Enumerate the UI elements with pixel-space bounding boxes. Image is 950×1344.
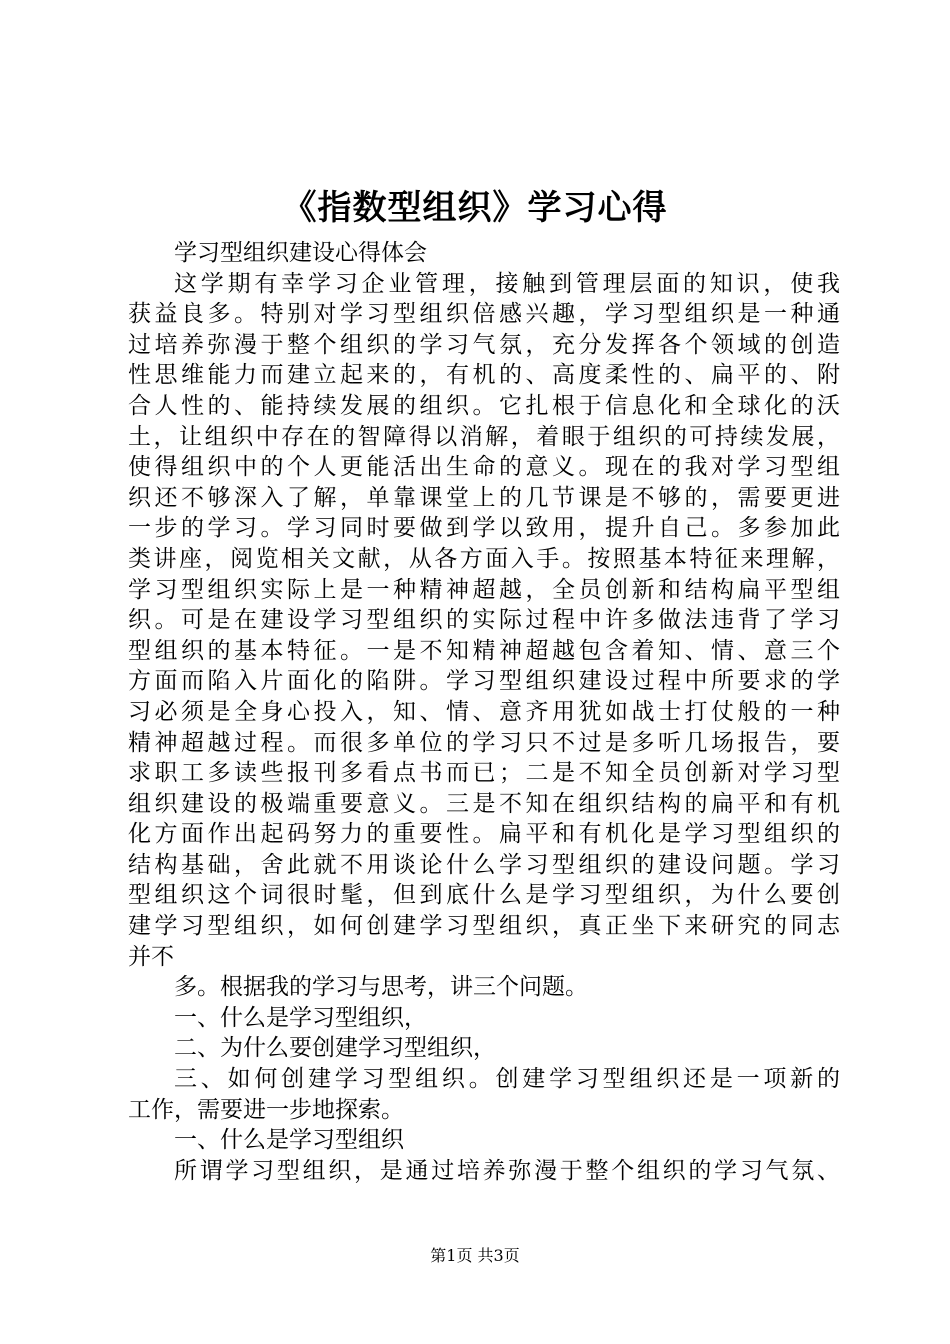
page-footer: 第1页 共3页 [430, 1246, 520, 1265]
paragraph-line: 三、如何创建学习型组织。创建学习型组织还是一项新的 [174, 1066, 840, 1093]
paragraph-line: 求职工多读些报刊多看点书而已；二是不知全员创新对学习型 [128, 760, 840, 787]
paragraph-line: 一步的学习。学习同时要做到学以致用，提升自己。多参加此 [128, 515, 840, 542]
paragraph-line: 类讲座，阅览相关文献，从各方面入手。按照基本特征来理解， [128, 545, 840, 572]
paragraph-line: 精神超越过程。而很多单位的学习只不过是多听几场报告，要 [128, 729, 840, 756]
paragraph-line: 使得组织中的个人更能活出生命的意义。现在的我对学习型组 [128, 454, 840, 481]
paragraph-line: 这学期有幸学习企业管理，接触到管理层面的知识，使我 [174, 270, 840, 297]
paragraph-line: 工作，需要进一步地探索。 [128, 1096, 404, 1123]
paragraph-line: 获益良多。特别对学习型组织倍感兴趣，学习型组织是一种通 [128, 301, 840, 328]
paragraph-line: 结构基础，舍此就不用谈论什么学习型组织的建设问题。学习 [128, 851, 840, 878]
paragraph-line: 二、为什么要创建学习型组织， [174, 1035, 496, 1062]
paragraph-line: 习必须是全身心投入，知、情、意齐用犹如战士打仗般的一种 [128, 698, 840, 725]
paragraph-line: 化方面作出起码努力的重要性。扁平和有机化是学习型组织的 [128, 821, 840, 848]
paragraph-line: 土，让组织中存在的智障得以消解，着眼于组织的可持续发展， [128, 423, 840, 450]
paragraph-line: 所谓学习型组织，是通过培养弥漫于整个组织的学习气氛、 [174, 1157, 840, 1184]
paragraph-line: 织。可是在建设学习型组织的实际过程中许多做法违背了学习 [128, 607, 840, 634]
paragraph-line: 型组织的基本特征。一是不知精神超越包含着知、情、意三个 [128, 637, 840, 664]
paragraph-line: 组织建设的极端重要意义。三是不知在组织结构的扁平和有机 [128, 790, 840, 817]
paragraph-line: 建学习型组织，如何创建学习型组织，真正坐下来研究的同志 [128, 913, 840, 940]
paragraph-line: 学习型组织实际上是一种精神超越，全员创新和结构扁平型组 [128, 576, 840, 603]
paragraph-line: 方面而陷入片面化的陷阱。学习型组织建设过程中所要求的学 [128, 668, 840, 695]
paragraph-line: 学习型组织建设心得体会 [174, 240, 427, 266]
paragraph-line: 并不 [128, 943, 174, 970]
paragraph-line: 一、什么是学习型组织， [174, 1004, 427, 1031]
paragraph-line: 性思维能力而建立起来的，有机的、高度柔性的、扁平的、附 [128, 362, 840, 389]
document-title: 《指数型组织》学习心得 [282, 188, 668, 228]
paragraph-line: 过培养弥漫于整个组织的学习气氛，充分发挥各个领域的创造 [128, 331, 840, 358]
paragraph-line: 合人性的、能持续发展的组织。它扎根于信息化和全球化的沃 [128, 392, 840, 419]
paragraph-line: 织还不够深入了解，单靠课堂上的几节课是不够的，需要更进 [128, 484, 840, 511]
paragraph-line: 一、什么是学习型组织 [174, 1127, 404, 1154]
paragraph-line: 型组织这个词很时髦，但到底什么是学习型组织，为什么要创 [128, 882, 840, 909]
document-body [128, 238, 840, 1186]
paragraph-line: 多。根据我的学习与思考，讲三个问题。 [174, 974, 588, 1001]
